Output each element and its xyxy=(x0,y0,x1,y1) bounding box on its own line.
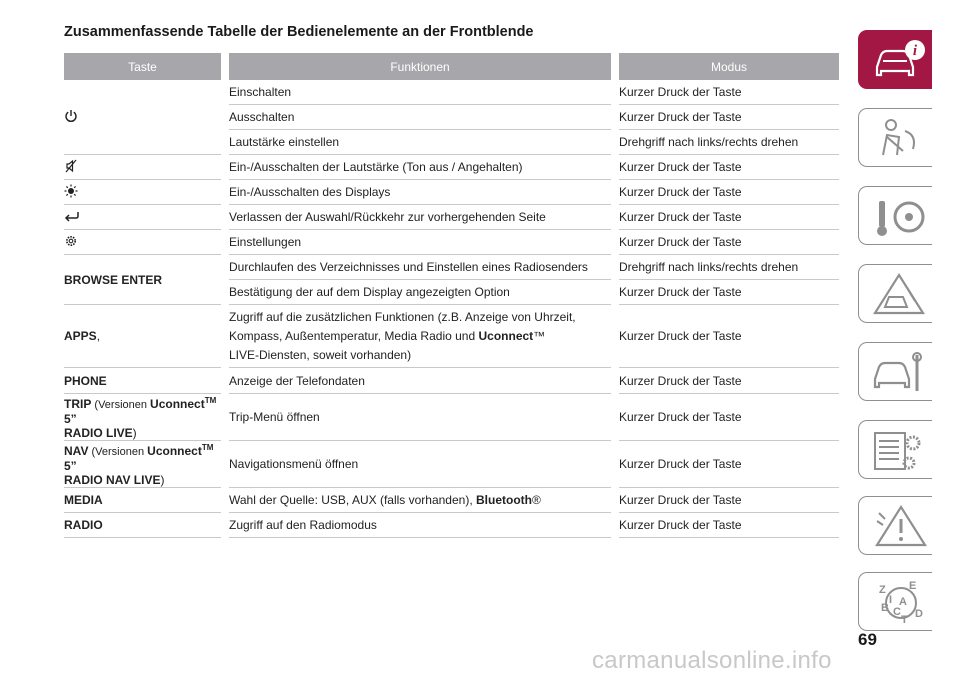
table-row xyxy=(64,488,839,513)
function-cell: Wahl der Quelle: USB, AUX (falls vorhanden), Bluetooth® xyxy=(229,488,611,513)
svg-text:D: D xyxy=(915,608,923,620)
tab-index[interactable] xyxy=(858,572,932,631)
settings-icon xyxy=(64,234,78,251)
svg-text:E: E xyxy=(909,580,917,592)
function-cell: Zugriff auf den Radiomodus xyxy=(229,513,611,538)
mode-cell: Kurzer Druck der Taste xyxy=(619,394,839,441)
function-cell: Trip-Menü öffnen xyxy=(229,394,611,441)
mode-cell: Kurzer Druck der Taste xyxy=(619,105,839,130)
function-cell: Zugriff auf die zusätzlichen Funktionen (z.B. Anzeige von Uhrzeit, Kompass, Außentemperatur, Media Radio und Uconnect™ LIVE-Diensten, soweit vorhanden) xyxy=(229,305,611,368)
mode-cell: Kurzer Druck der Taste xyxy=(619,513,839,538)
function-cell: Ein-/Ausschalten des Displays xyxy=(229,180,611,205)
svg-text:T: T xyxy=(901,614,908,625)
page-title: Zusammenfassende Tabelle der Bedienelemente an der Frontblende xyxy=(64,24,534,40)
airbag-safety-icon xyxy=(869,115,929,161)
function-cell: Lautstärke einstellen xyxy=(229,130,611,155)
tab-technical-data[interactable] xyxy=(858,420,932,479)
mode-cell: Kurzer Druck der Taste xyxy=(619,368,839,394)
display-icon xyxy=(64,184,78,201)
steering-key-icon xyxy=(869,193,929,239)
function-cell: Einstellungen xyxy=(229,230,611,255)
mode-cell: Kurzer Druck der Taste xyxy=(619,488,839,513)
svg-text:B: B xyxy=(881,602,889,614)
svg-text:A: A xyxy=(899,596,907,608)
mode-cell: Kurzer Druck der Taste xyxy=(619,305,839,368)
settings-list-icon xyxy=(869,427,929,473)
key-browse-enter: BROWSE ENTER xyxy=(64,255,221,305)
warning-hazard-icon xyxy=(869,503,929,549)
power-icon xyxy=(64,109,78,126)
function-cell: Bestätigung der auf dem Display angezeigten Option xyxy=(229,280,611,305)
key-phone: PHONE xyxy=(64,368,221,394)
mode-cell: Kurzer Druck der Taste xyxy=(619,280,839,305)
svg-text:i: i xyxy=(912,43,918,59)
table-row xyxy=(64,80,839,105)
svg-text:C: C xyxy=(893,606,901,618)
controls-table xyxy=(64,53,839,538)
car-info-icon xyxy=(869,37,929,83)
function-cell: Ein-/Ausschalten der Lautstärke (Ton aus / Angehalten) xyxy=(229,155,611,180)
tab-emergency[interactable] xyxy=(858,264,932,323)
function-cell: Einschalten xyxy=(229,80,611,105)
header-modus: Modus xyxy=(619,53,839,80)
table-row xyxy=(64,205,839,230)
table-row xyxy=(64,255,839,280)
tab-starting-driving[interactable] xyxy=(858,186,932,245)
mode-cell: Kurzer Druck der Taste xyxy=(619,80,839,105)
function-cell: Navigationsmenü öffnen xyxy=(229,441,611,488)
back-icon xyxy=(64,210,80,225)
car-tools-icon xyxy=(869,349,929,395)
warning-crash-icon xyxy=(869,271,929,317)
key-media: MEDIA xyxy=(64,488,221,513)
table-row xyxy=(64,368,839,394)
table-row xyxy=(64,513,839,538)
mute-icon xyxy=(64,159,78,176)
table-row xyxy=(64,441,839,488)
tab-car-info[interactable] xyxy=(858,30,932,89)
mode-cell: Kurzer Druck der Taste xyxy=(619,205,839,230)
function-cell: Anzeige der Telefondaten xyxy=(229,368,611,394)
table-row xyxy=(64,394,839,441)
tab-safety[interactable] xyxy=(858,108,932,167)
header-funktionen: Funktionen xyxy=(229,53,611,80)
mode-cell: Kurzer Druck der Taste xyxy=(619,441,839,488)
svg-text:Z: Z xyxy=(879,584,886,596)
page-number: 69 xyxy=(858,630,877,649)
key-apps: APPS xyxy=(64,329,97,343)
mode-cell: Drehgriff nach links/rechts drehen xyxy=(619,255,839,280)
table-row xyxy=(64,155,839,180)
function-cell: Durchlaufen des Verzeichnisses und Einstellen eines Radiosenders xyxy=(229,255,611,280)
mode-cell: Kurzer Druck der Taste xyxy=(619,155,839,180)
function-cell: Ausschalten xyxy=(229,105,611,130)
table-row xyxy=(64,230,839,255)
alphabet-index-icon xyxy=(869,579,929,625)
header-taste: Taste xyxy=(64,53,221,80)
tab-multimedia[interactable] xyxy=(858,496,932,555)
table-row: APPS, Zugriff auf die zusätzlichen Funktionen (z.B. Anzeige von Uhrzeit, Kompass, Außentemperatur, Media Radio und Uconnect™ LIVE-Diensten, soweit vorhanden) Kurzer Druck der Taste xyxy=(64,305,839,368)
key-radio: RADIO xyxy=(64,513,221,538)
mode-cell: Kurzer Druck der Taste xyxy=(619,180,839,205)
function-cell: Verlassen der Auswahl/Rückkehr zur vorhergehenden Seite xyxy=(229,205,611,230)
tab-maintenance[interactable] xyxy=(858,342,932,401)
mode-cell: Drehgriff nach links/rechts drehen xyxy=(619,130,839,155)
table-row xyxy=(64,180,839,205)
mode-cell: Kurzer Druck der Taste xyxy=(619,230,839,255)
svg-text:I: I xyxy=(889,594,893,606)
key-trip: TRIP (Versionen Uconnect™ 5” RADIO LIVE) xyxy=(64,394,221,441)
key-nav: NAV (Versionen Uconnect™ 5” RADIO NAV LIVE) xyxy=(64,441,221,488)
watermark: carmanualsonline.info xyxy=(592,647,832,674)
